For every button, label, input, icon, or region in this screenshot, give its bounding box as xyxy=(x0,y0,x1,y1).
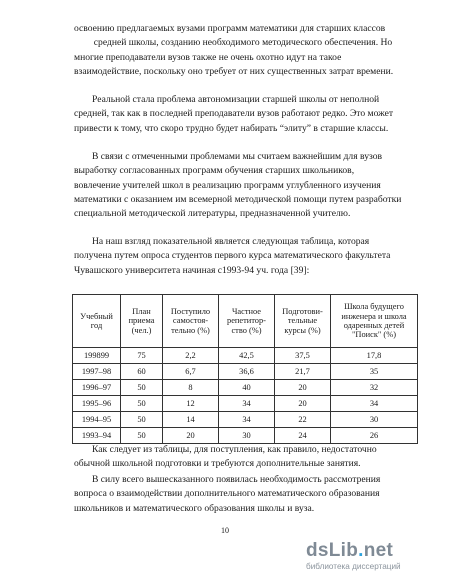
table-cell: 75 xyxy=(121,348,163,364)
watermark xyxy=(306,540,436,574)
header-plan: План приема (чел.) xyxy=(121,295,163,348)
text-line: На наш взгляд показательной является следующая таблица, которая xyxy=(92,236,370,247)
header-school: Школа будущего инженера и школа одаренных детей "Поиск" (%) xyxy=(331,295,418,348)
text-line: В силу всего вышесказанного появилась необходимость рассмотрения xyxy=(92,474,381,485)
table-cell: 34 xyxy=(219,396,275,412)
table-cell: 24 xyxy=(275,428,331,444)
table-cell: 6,7 xyxy=(163,364,219,380)
table-row xyxy=(73,380,418,396)
table-cell: 50 xyxy=(121,380,163,396)
table-row xyxy=(73,348,418,364)
text-line: средней, так как в последней преподаватели вузов работают редко. Это может xyxy=(74,108,394,120)
watermark-logo-dot: . xyxy=(358,540,364,561)
text-line: Чувашского университета начиная с1993-94 уч. года [39]: xyxy=(74,264,310,276)
table-cell: 60 xyxy=(121,364,163,380)
text-line: вовлечение учителей школ в реализацию программ углубленного изучения xyxy=(74,179,381,191)
paragraph-6 xyxy=(74,473,412,516)
table-row xyxy=(73,428,418,444)
table-cell: 1995–96 xyxy=(73,396,121,412)
table-cell: 8 xyxy=(163,380,219,396)
watermark-subtitle: библиотека диссертаций xyxy=(306,562,401,571)
table-row xyxy=(73,364,418,380)
table-cell: 20 xyxy=(275,380,331,396)
header-self: Поступило самостоя-тельно (%) xyxy=(163,295,219,348)
table-cell: 30 xyxy=(331,412,418,428)
header-tutor: Частное репетитор-ство (%) xyxy=(219,295,275,348)
text-line: привести к тому, что скоро трудно будет набирать “элиту” в старшие классы. xyxy=(74,122,389,134)
watermark-logo-tld: net xyxy=(363,540,394,561)
table-row xyxy=(73,396,418,412)
text-line: выработку согласованных программ обучения старших школьников, xyxy=(74,165,355,177)
header-year: Учебный год xyxy=(73,295,121,348)
text-line: многие преподаватели вузов также не очень охотно идут на такое xyxy=(74,51,342,63)
text-line: вопроса о взаимодействии дополнительного математического образования xyxy=(74,488,380,500)
table-cell: 1994–95 xyxy=(73,412,121,428)
table-cell: 199899 xyxy=(73,348,121,364)
table-cell: 2,2 xyxy=(163,348,219,364)
table-cell: 50 xyxy=(121,428,163,444)
paragraph-5 xyxy=(74,443,412,472)
table-cell: 17,8 xyxy=(331,348,418,364)
text-line: взаимодействие, поскольку оно требует от них существенных затрат времени. xyxy=(74,65,394,77)
table-cell: 34 xyxy=(331,396,418,412)
text-line: средней школы, созданию необходимого методического обеспечения. Но xyxy=(93,37,393,49)
header-courses: Подготови-тельные курсы (%) xyxy=(275,295,331,348)
table-cell: 32 xyxy=(331,380,418,396)
paragraph-3 xyxy=(74,150,412,221)
watermark-logo xyxy=(306,540,393,562)
text-line: специальной методической литературы, предназначенной учителю. xyxy=(74,208,351,220)
table-cell: 20 xyxy=(163,428,219,444)
text-line: школьников и математического образования школы и вуза. xyxy=(74,502,315,514)
table-cell: 1996–97 xyxy=(73,380,121,396)
paragraph-1 xyxy=(74,22,412,79)
text-line: освоению предлагаемых вузами программ математики для старших классов xyxy=(74,23,386,34)
table-cell: 40 xyxy=(219,380,275,396)
table-cell: 34 xyxy=(219,412,275,428)
table-cell: 42,5 xyxy=(219,348,275,364)
page-number: 10 xyxy=(221,526,229,535)
paragraph-2 xyxy=(74,93,412,136)
text-line: математики с оказанием им всемерной методической помощи путем разработки xyxy=(74,193,402,205)
text-line: Реальной стала проблема автономизации старшей школы от неполной xyxy=(92,94,380,105)
table-cell: 14 xyxy=(163,412,219,428)
watermark-logo-main: dsLib xyxy=(306,540,359,561)
paragraph-4 xyxy=(74,235,412,278)
admission-table xyxy=(72,294,418,444)
table-cell: 30 xyxy=(219,428,275,444)
table-cell: 35 xyxy=(331,364,418,380)
table-cell: 50 xyxy=(121,412,163,428)
table-cell: 22 xyxy=(275,412,331,428)
table-cell: 1997–98 xyxy=(73,364,121,380)
table-cell: 21,7 xyxy=(275,364,331,380)
table-cell: 1993–94 xyxy=(73,428,121,444)
table-cell: 12 xyxy=(163,396,219,412)
table-cell: 26 xyxy=(331,428,418,444)
table-cell: 50 xyxy=(121,396,163,412)
text-line: В связи с отмеченными проблемами мы считаем важнейшим для вузов xyxy=(92,151,383,162)
table-row xyxy=(73,412,418,428)
text-line: получена путем опроса студентов первого курса математического факультета xyxy=(74,250,391,262)
table-cell: 37,5 xyxy=(275,348,331,364)
text-line: обычной школьной подготовки и требуются дополнительные занятия. xyxy=(74,458,361,470)
table-cell: 20 xyxy=(275,396,331,412)
table-cell: 36,6 xyxy=(219,364,275,380)
table-header-row xyxy=(73,295,418,348)
text-line: Как следует из таблицы, для поступления, как правило, недостаточно xyxy=(92,444,377,455)
